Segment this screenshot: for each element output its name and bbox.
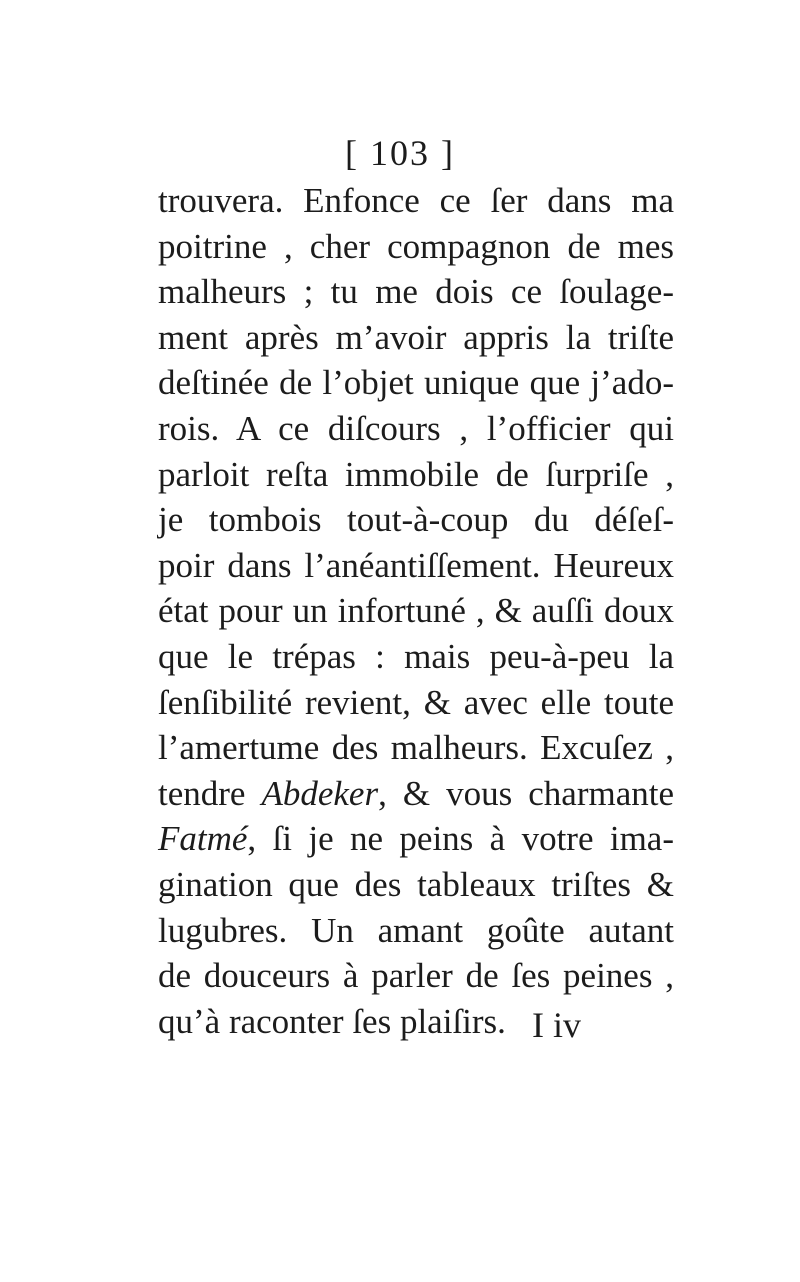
line-text: de douceurs à parler de ſes peines , [158, 956, 674, 996]
text-line [158, 543, 674, 589]
line-text: ſenſibilité revient, & avec elle toute [158, 682, 674, 722]
line-text: l’amertume des malheurs. Excuſez , [158, 728, 674, 768]
text-line [158, 908, 674, 954]
text-line [158, 862, 674, 908]
line-text: , ſi je ne peins à votre ima- [247, 819, 674, 859]
text-line [158, 452, 674, 498]
line-text: deſtinée de l’objet unique que j’ado- [158, 363, 674, 403]
line-text: que le trépas : mais peu-à-peu la [158, 636, 674, 676]
line-text: parloit reſta immobile de ſurpriſe , [158, 454, 674, 494]
text-line [158, 406, 674, 452]
italic-name: Fatmé [158, 819, 248, 859]
line-text: qu’à raconter ſes plaiſirs. [158, 1001, 506, 1041]
text-line [158, 224, 674, 270]
line-text: poir dans l’anéantiſſement. Heureux [158, 545, 674, 585]
text-line [158, 725, 674, 771]
line-text: lugubres. Un amant goûte autant [158, 910, 674, 950]
signature-mark: I iv [532, 1005, 581, 1045]
line-text: état pour un infortuné , & auſſi doux [158, 591, 674, 631]
text-line [158, 953, 674, 999]
text-line [158, 269, 674, 315]
text-line [158, 634, 674, 680]
line-text: rois. A ce diſcours , l’officier qui [158, 408, 674, 448]
body-text [158, 178, 674, 1044]
line-text: malheurs ; tu me dois ce ſoulage- [158, 272, 674, 312]
line-text: , & vous charmante [378, 773, 675, 813]
line-text: trouvera. Enfonce ce ſer dans ma [158, 181, 674, 220]
text-line [158, 360, 674, 406]
line-text: gination que des tableaux triſtes & [158, 864, 674, 904]
text-line [158, 178, 674, 224]
line-text: je tombois tout-à-coup du déſeſ- [158, 500, 674, 540]
italic-name: Abdeker [261, 773, 379, 813]
line-text: poitrine , cher compagnon de mes [158, 226, 674, 266]
text-line [158, 680, 674, 726]
text-line [158, 771, 674, 817]
text-line [158, 588, 674, 634]
text-line [158, 497, 674, 543]
text-line [158, 816, 674, 862]
text-line [158, 999, 674, 1045]
text-line [158, 315, 674, 361]
line-text: tendre [158, 773, 262, 813]
page-number: [ 103 ] [345, 133, 455, 173]
line-text: ment après m’avoir appris la triſte [158, 317, 674, 357]
